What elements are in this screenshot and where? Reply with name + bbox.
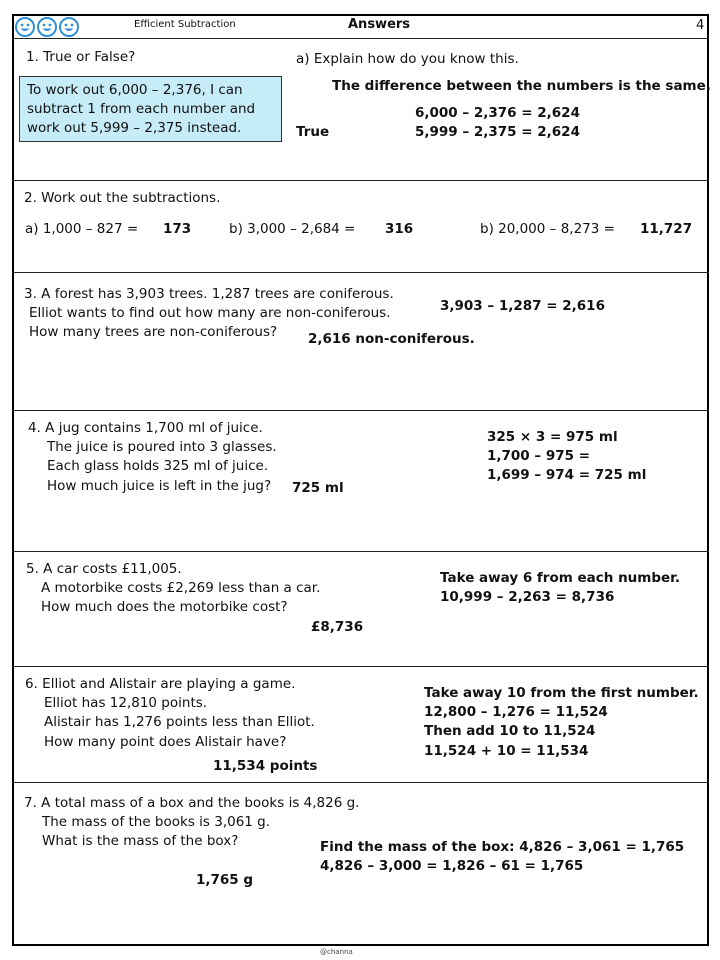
- statement-line: To work out 6,000 – 2,376, I can: [27, 82, 243, 98]
- working-line: 5,999 – 2,375 = 2,624: [415, 124, 580, 140]
- question-line: How much does the motorbike cost?: [41, 599, 288, 615]
- footer-credit: @channa: [320, 948, 353, 956]
- statement-box: [19, 76, 282, 142]
- working-line: 6,000 – 2,376 = 2,624: [415, 105, 580, 121]
- question-line: 6. Elliot and Alistair are playing a game.: [25, 676, 296, 692]
- statement-line: subtract 1 from each number and: [27, 101, 256, 117]
- question-line: The juice is poured into 3 glasses.: [47, 439, 277, 455]
- page-number: 4: [696, 18, 705, 33]
- question-prompt: 2. Work out the subtractions.: [24, 190, 221, 206]
- divider: [12, 551, 709, 552]
- page-title: Answers: [348, 17, 411, 32]
- question-line: Alistair has 1,276 points less than Elliot.: [44, 714, 315, 730]
- working-line: Take away 10 from the first number.: [424, 685, 699, 701]
- question-line: A motorbike costs £2,269 less than a car.: [41, 580, 321, 596]
- divider: [12, 782, 709, 783]
- explain-prompt: a) Explain how do you know this.: [296, 51, 519, 67]
- question-prompt: 1. True or False?: [26, 49, 136, 65]
- sub-question: a) 1,000 – 827 =: [25, 221, 139, 237]
- statement-line: work out 5,999 – 2,375 instead.: [27, 120, 242, 136]
- question-line: 4. A jug contains 1,700 ml of juice.: [28, 420, 263, 436]
- answer: 173: [163, 221, 192, 237]
- divider: [12, 38, 709, 39]
- working-line: 4,826 – 3,000 = 1,826 – 61 = 1,765: [320, 858, 584, 874]
- question-line: 7. A total mass of a box and the books is 4,826 g.: [24, 795, 360, 811]
- question-line: What is the mass of the box?: [42, 833, 239, 849]
- question-line: 5. A car costs £11,005.: [26, 561, 182, 577]
- question-line: How many trees are non-coniferous?: [29, 324, 278, 340]
- working-line: Then add 10 to 11,524: [424, 723, 596, 739]
- divider: [12, 272, 709, 273]
- working-line: 325 × 3 = 975 ml: [487, 429, 618, 445]
- answer: 2,616 non-coniferous.: [308, 331, 475, 347]
- question-line: The mass of the books is 3,061 g.: [42, 814, 271, 830]
- answer: True: [296, 124, 330, 140]
- answer: 725 ml: [292, 480, 344, 496]
- sub-question: b) 20,000 – 8,273 =: [480, 221, 615, 237]
- worksheet-subtitle: Efficient Subtraction: [134, 19, 236, 30]
- divider: [12, 180, 709, 181]
- answer: 316: [385, 221, 414, 237]
- working-line: Take away 6 from each number.: [440, 570, 681, 586]
- working-line: 1,700 – 975 =: [487, 448, 591, 464]
- answer: £8,736: [311, 619, 364, 635]
- question-line: Each glass holds 325 ml of juice.: [47, 458, 269, 474]
- working-line: 11,524 + 10 = 11,534: [424, 743, 589, 759]
- working-line: 12,800 – 1,276 = 11,524: [424, 704, 608, 720]
- question-line: 3. A forest has 3,903 trees. 1,287 trees are coniferous.: [24, 286, 394, 302]
- divider: [12, 410, 709, 411]
- divider: [12, 666, 709, 667]
- working-line: Find the mass of the box: 4,826 – 3,061 = 1,765: [320, 839, 685, 855]
- working-line: 1,699 – 974 = 725 ml: [487, 467, 647, 483]
- question-line: Elliot has 12,810 points.: [44, 695, 208, 711]
- answer: 1,765 g: [196, 872, 254, 888]
- question-line: How many point does Alistair have?: [44, 734, 287, 750]
- question-line: Elliot wants to find out how many are non-coniferous.: [29, 305, 391, 321]
- sub-question: b) 3,000 – 2,684 =: [229, 221, 356, 237]
- explanation: The difference between the numbers is the same.: [332, 78, 711, 94]
- working-line: 3,903 – 1,287 = 2,616: [440, 298, 605, 314]
- answer: 11,534 points: [213, 758, 318, 774]
- working-line: 10,999 – 2,263 = 8,736: [440, 589, 615, 605]
- question-line: How much juice is left in the jug?: [47, 478, 272, 494]
- answer: 11,727: [640, 221, 693, 237]
